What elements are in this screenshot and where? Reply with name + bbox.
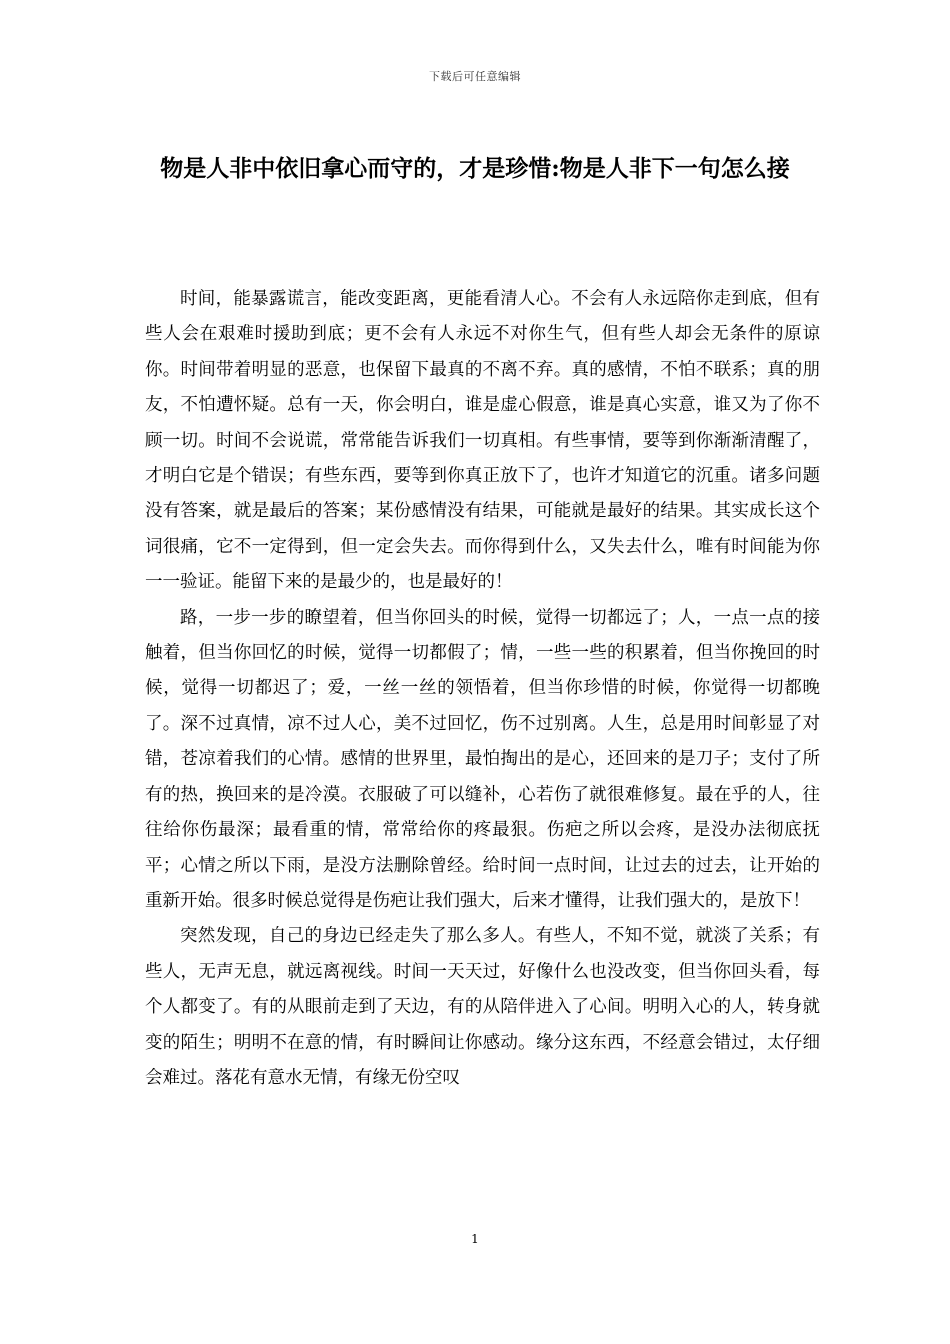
- document-body: [145, 282, 820, 1096]
- paragraph: 突然发现，自己的身边已经走失了那么多人。有些人，不知不觉，就淡了关系；有些人，无声无息，就远离视线。时间一天天过，好像什么也没改变，但当你回头看，每个人都变了。有的从眼前走到了天边，有的从陪伴进入了心间。明明入心的人，转身就变的陌生；明明不在意的情，有时瞬间让你感动。缘分这东西，不经意会错过，太仔细会难过。落花有意水无情，有缘无份空叹: [145, 926, 820, 1088]
- page-number: 1: [471, 1232, 479, 1246]
- document-title: 物是人非中依旧拿心而守的，才是珍惜:物是人非下一句怎么接: [160, 155, 790, 182]
- header-note: 下载后可任意编辑: [429, 70, 521, 83]
- paragraph: 路，一步一步的瞭望着，但当你回头的时候，觉得一切都远了；人，一点一点的接触着，但当你回忆的时候，觉得一切都假了；情，一些一些的积累着，但当你挽回的时候，觉得一切都迟了；爱，一丝一丝的领悟着，但当你珍惜的时候，你觉得一切都晚了。深不过真情，凉不过人心，美不过回忆，伤不过别离。人生，总是用时间彰显了对错，苍凉着我们的心情。感情的世界里，最怕掏出的是心，还回来的是刀子；支付了所有的热，换回来的是冷漠。衣服破了可以缝补，心若伤了就很难修复。最在乎的人，往往给你伤最深；最看重的情，常常给你的疼最狠。伤疤之所以会疼，是没办法彻底抚平；心情之所以下雨，是没方法删除曾经。给时间一点时间，让过去的过去，让开始的重新开始。很多时候总觉得是伤疤让我们强大，后来才懂得，让我们强大的，是放下！: [145, 607, 820, 911]
- paragraph: 时间，能暴露谎言，能改变距离，更能看清人心。不会有人永远陪你走到底，但有些人会在艰难时援助到底；更不会有人永远不对你生气，但有些人却会无条件的原谅你。时间带着明显的恶意，也保留下最真的不离不弃。真的感情，不怕不联系；真的朋友，不怕遭怀疑。总有一天，你会明白，谁是虚心假意，谁是真心实意，谁又为了你不顾一切。时间不会说谎，常常能告诉我们一切真相。有些事情，要等到你渐渐清醒了，才明白它是个错误；有些东西，要等到你真正放下了，也许才知道它的沉重。诸多问题没有答案，就是最后的答案；某份感情没有结果，可能就是最好的结果。其实成长这个词很痛，它不一定得到，但一定会失去。而你得到什么，又失去什么，唯有时间能为你一一验证。能留下来的是最少的，也是最好的！: [145, 289, 820, 593]
